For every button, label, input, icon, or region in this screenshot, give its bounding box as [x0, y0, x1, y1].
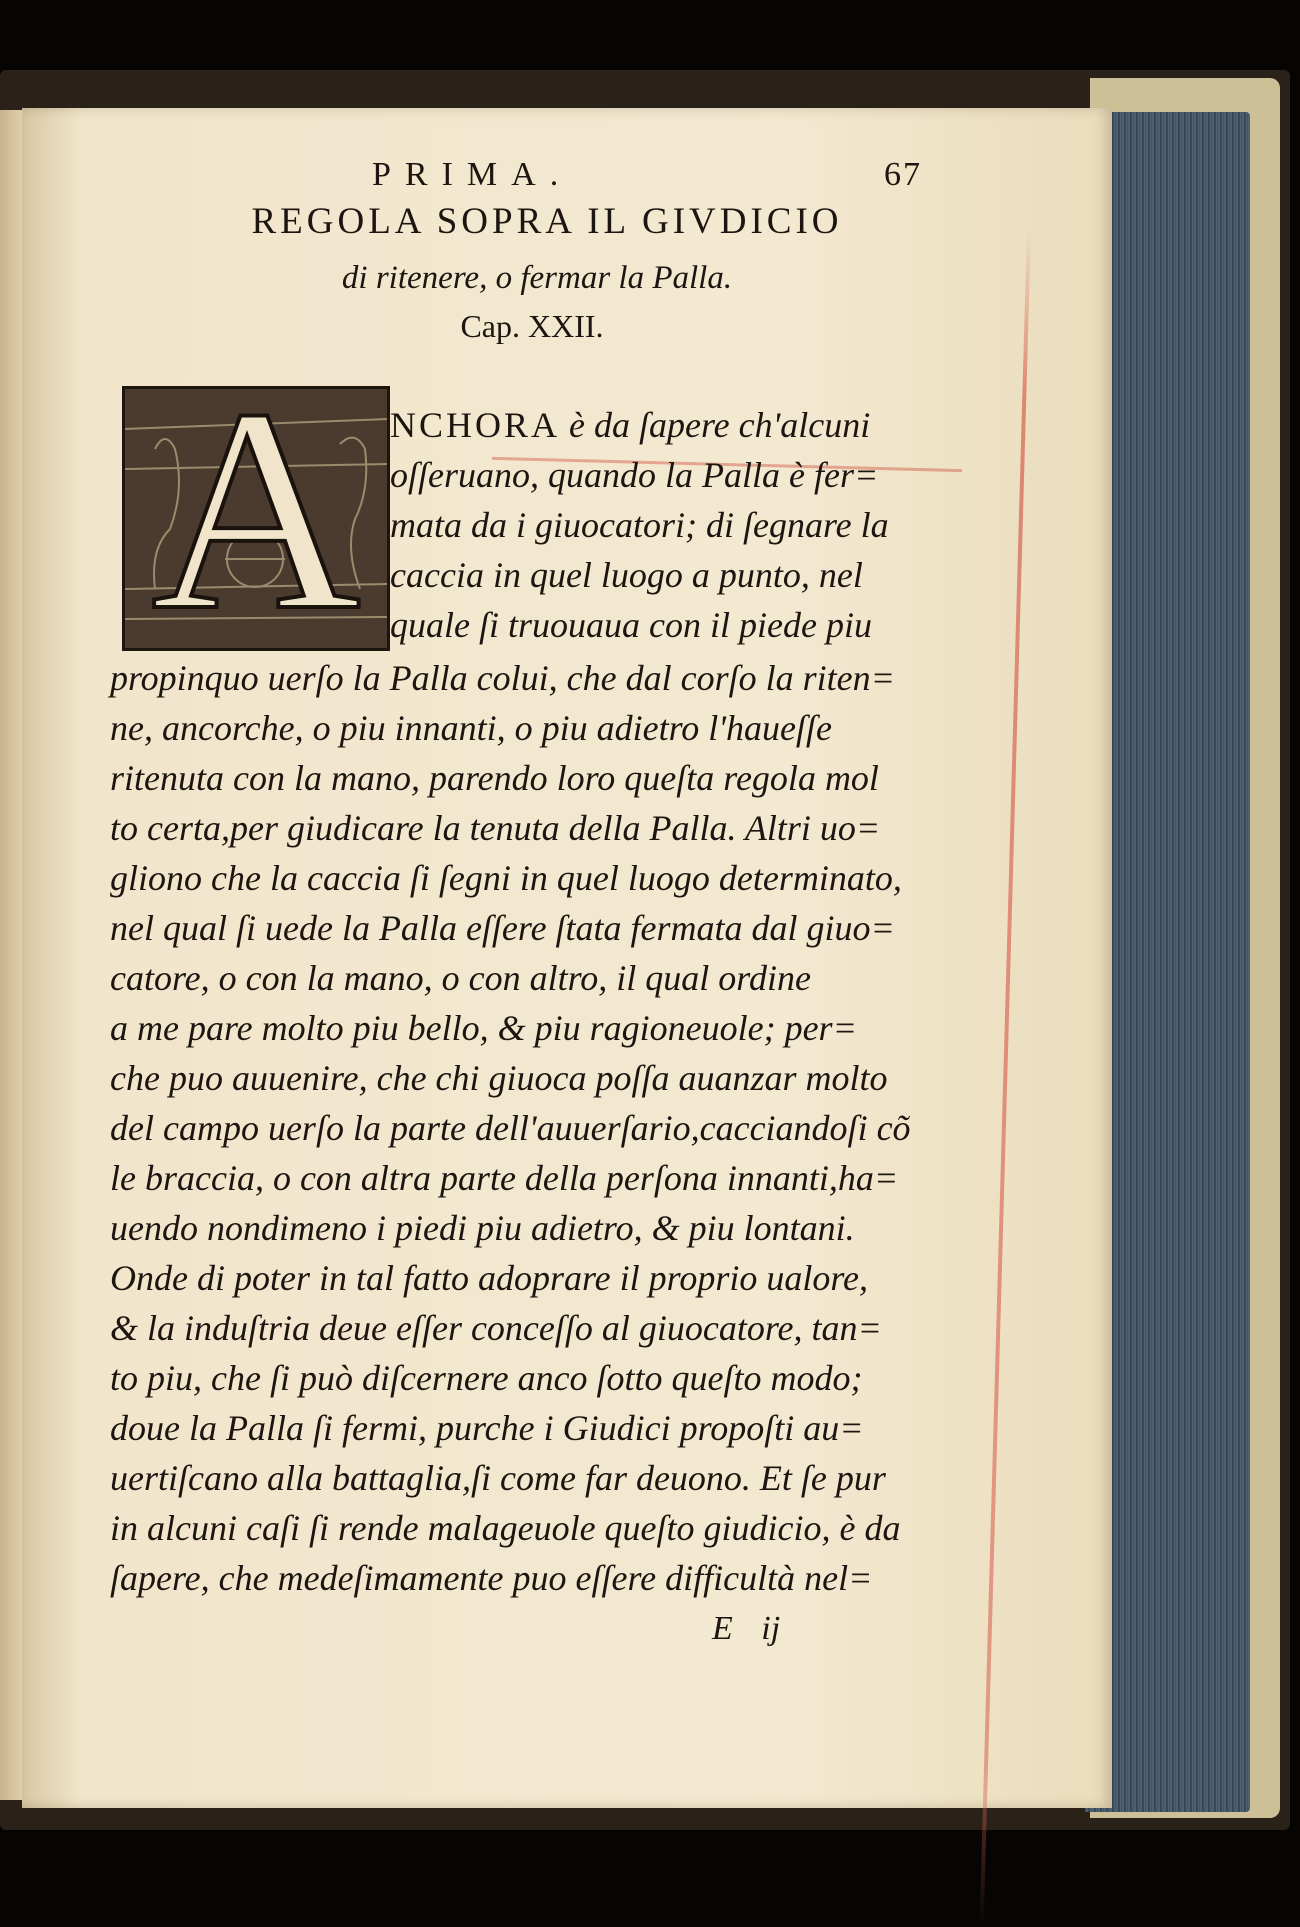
text-line: & la induſtria deue eſſer conceſſo al giuocatore, tan= — [110, 1308, 882, 1348]
drop-cap-letter: A — [151, 349, 361, 670]
first-word-caps: NCHORA — [390, 405, 561, 445]
text-line: del campo uerſo la parte dell'auuerſario,cacciandoſi cõ — [110, 1108, 911, 1148]
text-line: nel qual ſi uede la Palla eſſere ſtata fermata dal giuo= — [110, 908, 895, 948]
text-line: oſſeruano, quando la Palla è fer= — [390, 455, 879, 495]
text-line: ſapere, che medeſimamente puo eſſere difficultà nel= — [110, 1558, 873, 1598]
text-line: to certa,per giudicare la tenuta della Palla. Altri uo= — [110, 808, 881, 848]
text-line: a me pare molto piu bello, & piu ragioneuole; per= — [110, 1008, 857, 1048]
text-line: mata da i giuocatori; di ſegnare la — [390, 505, 889, 545]
text-line: gliono che la caccia ſi ſegni in quel luogo determinato, — [110, 858, 902, 898]
running-head-title: PRIMA. — [372, 156, 573, 193]
text-line: quale ſi truouaua con il piede piu — [390, 605, 872, 645]
page-number: 67 — [884, 156, 922, 193]
text-line — [390, 403, 870, 447]
chapter-subheading: di ritenere, o fermar la Palla. — [341, 260, 733, 296]
text-line: doue la Palla ſi fermi, purche i Giudici propoſti au= — [110, 1408, 864, 1448]
text-line: uendo nondimeno i piedi piu adietro, & piu lontani. — [110, 1208, 855, 1248]
text-line: che puo auuenire, che chi giuoca poſſa auanzar molto — [110, 1058, 888, 1098]
text-line: propinquo uerſo la Palla colui, che dal corſo la riten= — [110, 658, 895, 698]
running-head — [372, 156, 922, 196]
text-line: caccia in quel luogo a punto, nel — [390, 555, 863, 595]
chapter-number: Cap. XXII. — [460, 308, 604, 344]
line-text: è da ſapere ch'alcuni — [569, 405, 871, 445]
page-text — [22, 108, 1112, 1808]
text-line: catore, o con la mano, o con altro, il qual ordine — [110, 958, 811, 998]
text-line: uertiſcano alla battaglia,ſi come far deuono. Et ſe pur — [110, 1458, 886, 1498]
chapter-heading: REGOLA SOPRA IL GIVDICIO — [251, 201, 843, 242]
woodcut-drop-cap — [122, 349, 390, 670]
text-line: ne, ancorche, o piu innanti, o piu adietro l'haueſſe — [110, 708, 832, 748]
book-page — [22, 108, 1112, 1808]
text-line: le braccia, o con altra parte della perſona innanti,ha= — [110, 1158, 899, 1198]
text-line: to piu, che ſi può diſcernere anco ſotto queſto modo; — [110, 1358, 863, 1398]
text-line: ritenuta con la mano, parendo loro queſta regola mol — [110, 758, 879, 798]
text-line: Onde di poter in tal fatto adoprare il proprio ualore, — [110, 1258, 868, 1298]
signature-mark: E ij — [712, 1610, 781, 1647]
text-line: in alcuni caſi ſi rende malageuole queſto giudicio, è da — [110, 1508, 901, 1548]
